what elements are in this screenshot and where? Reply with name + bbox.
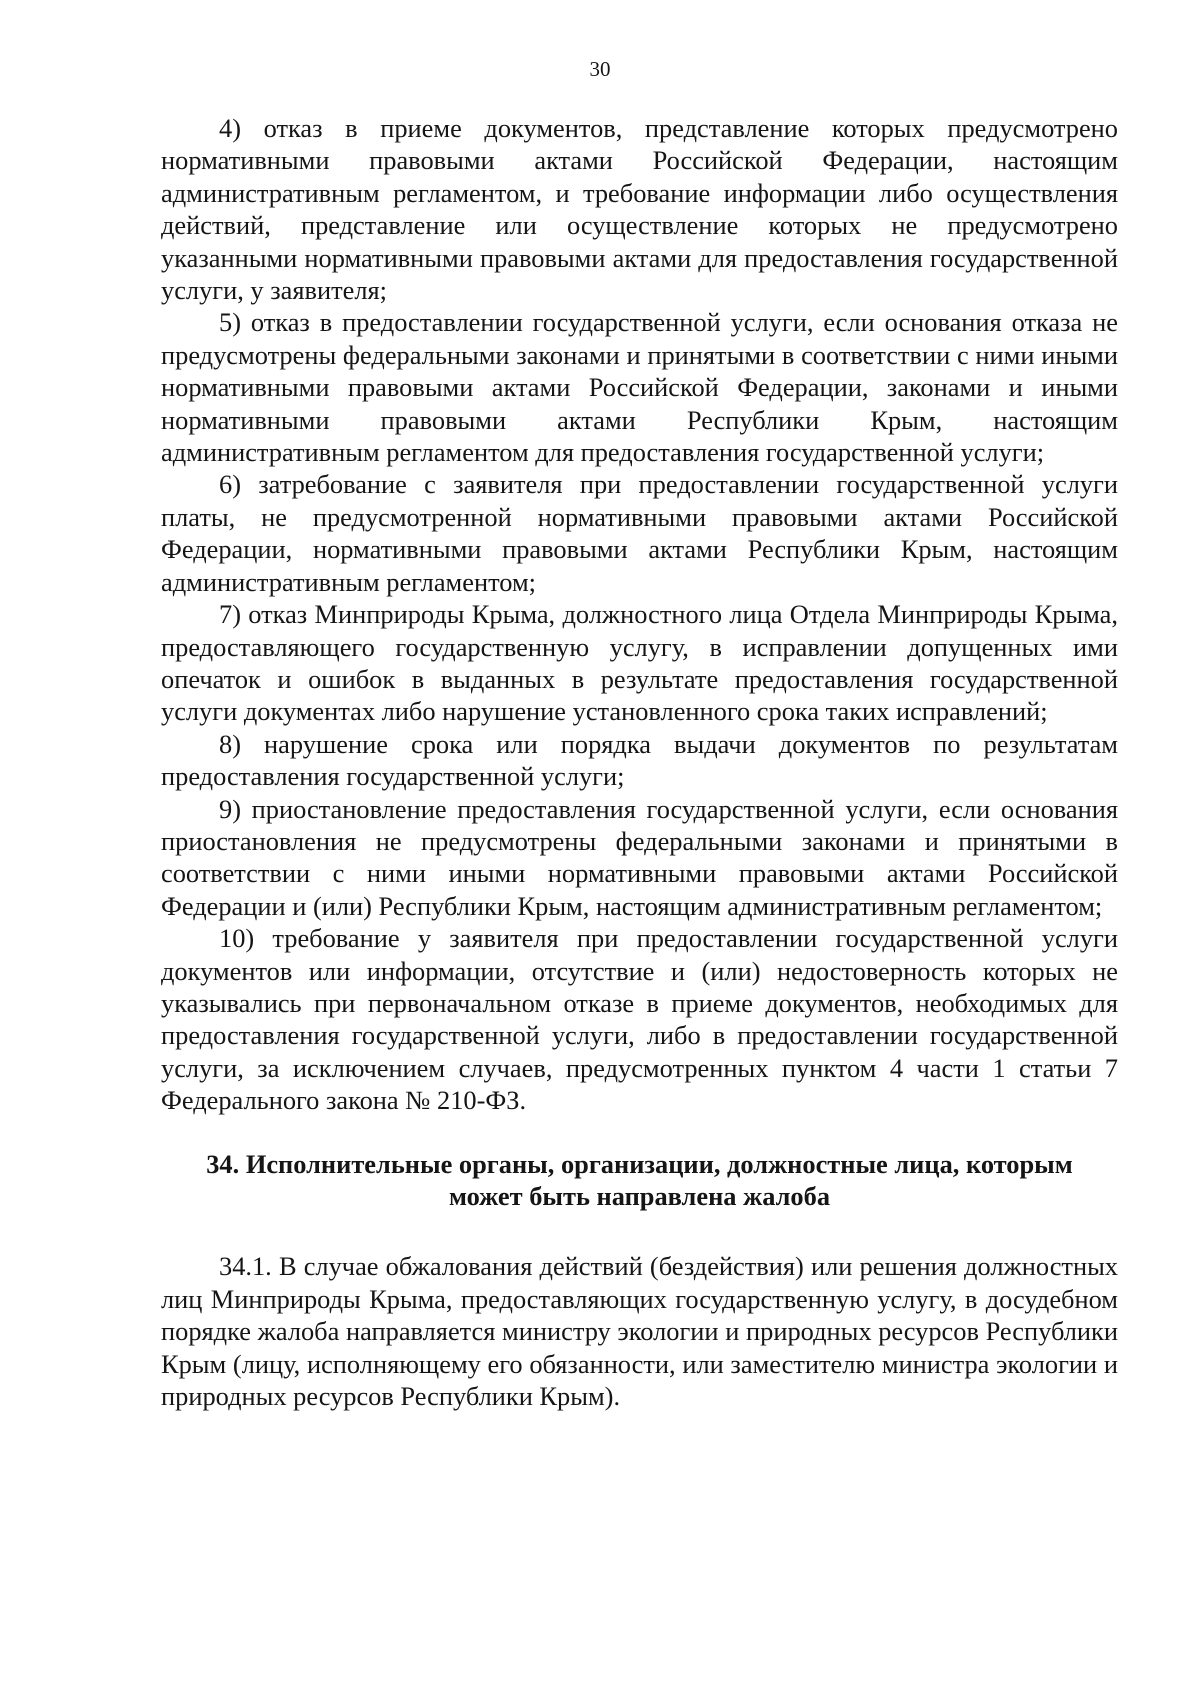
list-item-9: 9) приостановление предоставления государственной услуги, если основания приостановления не предусмотрены федеральными законами и принятыми в соответствии с ними иными нормативными правовыми актами Российской Федерации и (или) Республики Крым, настоящим административным регламентом;	[161, 793, 1118, 921]
section-heading-line-2: может быть направлена жалоба	[448, 1181, 831, 1211]
list-item-4: 4) отказ в приеме документов, представление которых предусмотрено нормативными правовыми актами Российской Федерации, настоящим административным регламентом, и требование информации либо осуществления действий, представление или осуществление которых не предусмотрено указанными нормативными правовыми актами для предоставления государственной услуги, у заявителя;	[161, 113, 1118, 306]
document-body	[161, 112, 1118, 1412]
section-heading	[161, 1148, 1118, 1213]
page-number: 30	[589, 57, 611, 81]
list-item-6: 6) затребование с заявителя при предоставлении государственной услуги платы, не предусмотренной нормативными правовыми актами Российской Федерации, нормативными правовыми актами Республики Крым, настоящим административным регламентом;	[161, 469, 1118, 597]
list-item-5: 5) отказ в предоставлении государственной услуги, если основания отказа не предусмотрены федеральными законами и принятыми в соответствии с ними иными нормативными правовыми актами Российской Федерации, законами и иными нормативными правовыми актами Республики Крым, настоящим административным регламентом для предоставления государственной услуги;	[161, 307, 1118, 468]
list-item-10: 10) требование у заявителя при предоставлении государственной услуги документов или информации, отсутствие и (или) недостоверность которых не указывались при первоначальном отказе в приеме документов, необходимых для предоставления государственной услуги, либо в предоставлении государственной услуги, за исключением случаев, предусмотренных пунктом 4 части 1 статьи 7 Федерального закона № 210-ФЗ.	[161, 923, 1118, 1116]
section-heading-line-1: 34. Исполнительные органы, организации, должностные лица, которым	[206, 1148, 1073, 1179]
list-item-8: 8) нарушение срока или порядка выдачи документов по результатам предоставления государственной услуги;	[161, 728, 1118, 792]
list-item-7: 7) отказ Минприроды Крыма, должностного лица Отдела Минприроды Крыма, предоставляющего государственную услугу, в исправлении допущенных ими опечаток и ошибок в выданных в результате предоставления государственной услуги документах либо нарушение установленного срока таких исправлений;	[161, 599, 1118, 727]
section-paragraph-34-1: 34.1. В случае обжалования действий (бездействия) или решения должностных лиц Минприроды Крыма, предоставляющих государственную услугу, в досудебном порядке жалоба направляется министру экологии и природных ресурсов Республики Крым (лицу, исполняющему его обязанности, или заместителю министра экологии и природных ресурсов Республики Крым).	[161, 1251, 1118, 1412]
